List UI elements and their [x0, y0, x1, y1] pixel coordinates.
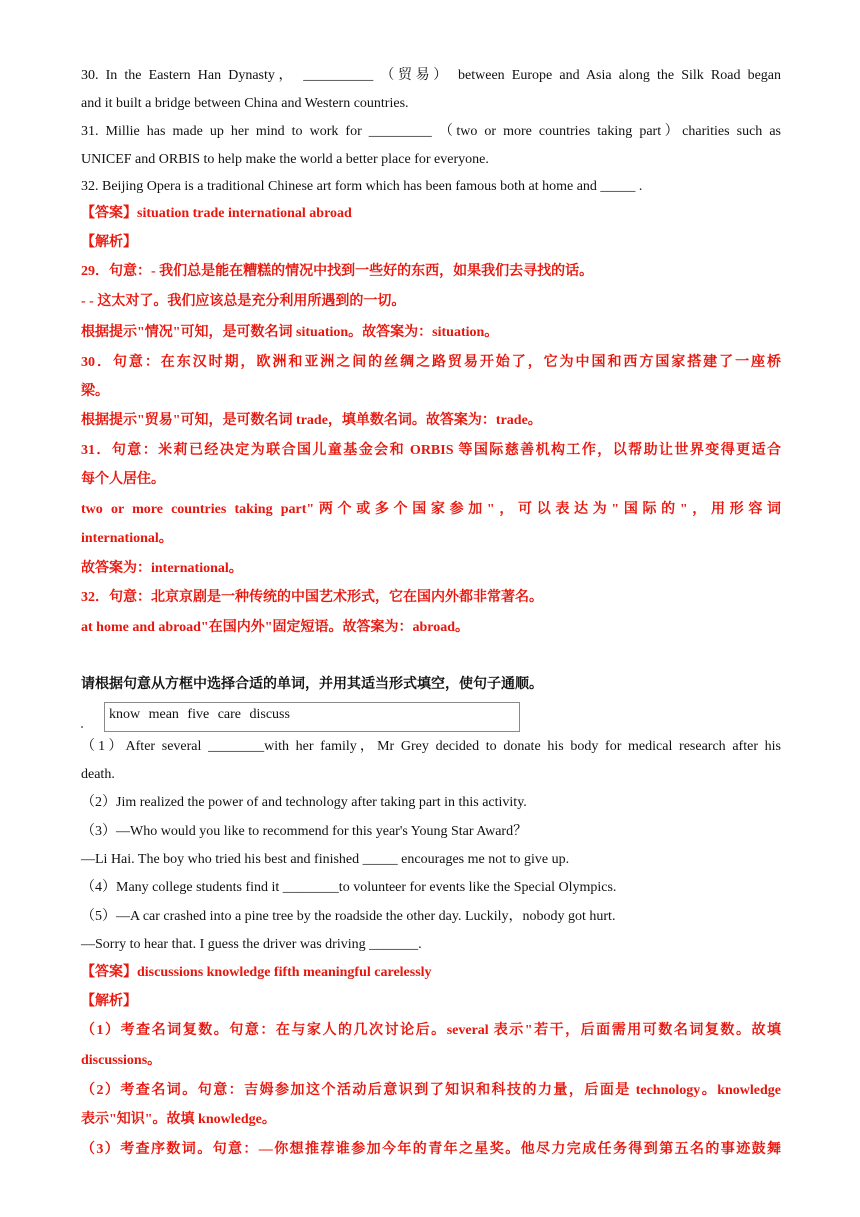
explain-2-line-1: （2）考查名词。句意：吉姆参加这个活动后意识到了知识和科技的力量，后面是 technology。knowledge: [81, 1083, 781, 1098]
item-1-line-1: （1）After several ________with her family，Mr Grey decided to donate his body for medical research after his: [81, 739, 781, 754]
item-3-line-2: —Li Hai. The boy who tried his best and finished _____ encourages me not to give up.: [81, 852, 570, 867]
analysis-31-line-4: international。: [81, 531, 173, 546]
question-31-line-1: 31. Millie has made up her mind to work for _________ （two or more countries taking part）charities such as: [81, 124, 781, 139]
item-5-line-2: —Sorry to hear that. I guess the driver was driving _______.: [81, 937, 422, 952]
analysis-30-line-3: 根据提示"贸易"可知，是可数名词 trade，填单数名词。故答案为：trade。: [81, 413, 542, 428]
answer-line-2: 【答案】discussions knowledge fifth meaningful carelessly: [81, 965, 432, 980]
analysis-31-line-2: 每个人居住。: [81, 472, 165, 487]
item-3-line-1: （3）—Who would you like to recommend for this year's Young Star Award？: [81, 824, 528, 839]
analysis-30-line-2: 梁。: [81, 384, 109, 399]
section-instruction: 请根据句意从方框中选择合适的单词，并用其适当形式填空，使句子通顺。: [81, 677, 543, 692]
analysis-29-line-2: - - 这太对了。我们应该总是充分利用所遇到的一切。: [81, 294, 406, 309]
explain-1-line-2: discussions。: [81, 1053, 162, 1068]
analysis-30-line-1: 30．句意：在东汉时期，欧洲和亚洲之间的丝绸之路贸易开始了，它为中国和西方国家搭建了一座桥: [81, 355, 781, 370]
item-4-line: （4）Many college students find it ________to volunteer for events like the Special Olympics.: [81, 880, 617, 895]
answer-line-1: 【答案】situation trade international abroad: [81, 206, 352, 221]
box-anchor-dot: [81, 726, 83, 728]
analysis-29-line-3: 根据提示"情况"可知，是可数名词 situation。故答案为：situation。: [81, 325, 499, 340]
explain-2-line-2: 表示"知识"。故填 knowledge。: [81, 1112, 276, 1127]
question-30-line-2: and it built a bridge between China and Western countries.: [81, 96, 409, 111]
question-30-line-1: 30. In the Eastern Han Dynasty， __________ （贸易） between Europe and Asia along the Silk Road began: [81, 68, 781, 83]
analysis-31-line-5: 故答案为：international。: [81, 561, 243, 576]
explain-3-line-1: （3）考查序数词。句意：—你想推荐谁参加今年的青年之星奖。他尽力完成任务得到第五名的事迹鼓舞: [81, 1142, 781, 1157]
analysis-31-line-3: two or more countries taking part"两个或多个国家参加"，可以表达为"国际的"，用形容词: [81, 502, 781, 517]
analysis-31-line-1: 31．句意：米莉已经决定为联合国儿童基金会和 ORBIS 等国际慈善机构工作，以帮助让世界变得更适合: [81, 443, 781, 458]
question-31-line-2: UNICEF and ORBIS to help make the world a better place for everyone.: [81, 152, 489, 167]
analysis-29-line-1: 29．句意：- 我们总是能在糟糕的情况中找到一些好的东西，如果我们去寻找的话。: [81, 264, 594, 279]
word-box: know mean five care discuss: [104, 702, 520, 732]
analysis-heading-1: 【解析】: [81, 235, 137, 250]
item-5-line-1: （5）—A car crashed into a pine tree by the roadside the other day. Luckily，nobody got hurt.: [81, 909, 616, 924]
item-2-line: （2）Jim realized the power of and technology after taking part in this activity.: [81, 795, 527, 810]
analysis-32-line-2: at home and abroad"在国内外"固定短语。故答案为：abroad。: [81, 620, 470, 635]
question-32-line: 32. Beijing Opera is a traditional Chinese art form which has been famous both at home and _____ .: [81, 179, 643, 194]
analysis-heading-2: 【解析】: [81, 994, 137, 1009]
explain-1-line-1: （1）考查名词复数。句意：在与家人的几次讨论后。several 表示"若干，后面需用可数名词复数。故填: [81, 1023, 781, 1038]
item-1-line-2: death.: [81, 767, 115, 782]
analysis-32-line-1: 32．句意：北京京剧是一种传统的中国艺术形式，它在国内外都非常著名。: [81, 590, 543, 605]
